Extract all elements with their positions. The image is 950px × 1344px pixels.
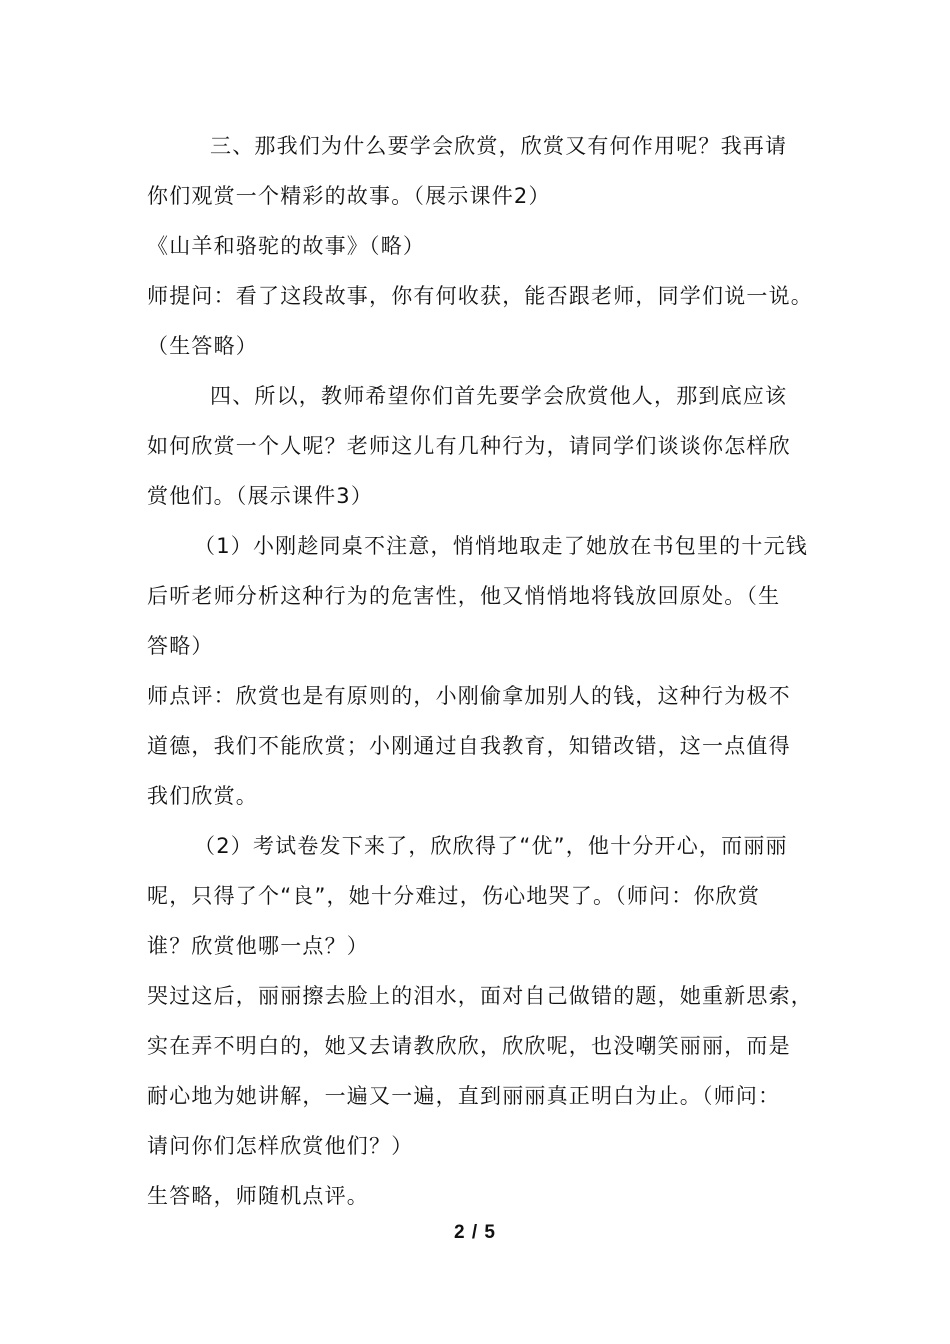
paragraph-line: 师提问：看了这段故事，你有何收获，能否跟老师，同学们说一说。 bbox=[147, 284, 813, 308]
paragraph-line: 耐心地为她讲解，一遍又一遍，直到丽丽真正明白为止。（师问： bbox=[147, 1084, 781, 1108]
paragraph-line: 《山羊和骆驼的故事》（略） bbox=[147, 234, 426, 258]
paragraph-line: （1）小刚趁同桌不注意，悄悄地取走了她放在书包里的十元钱 bbox=[194, 534, 808, 558]
paragraph-line: 请问你们怎样欣赏他们？） bbox=[147, 1134, 414, 1158]
paragraph-line: 生答略，师随机点评。 bbox=[147, 1184, 369, 1208]
paragraph-line: 你们观赏一个精彩的故事。（展示课件2） bbox=[147, 184, 551, 208]
paragraph-line: 答略） bbox=[147, 634, 214, 658]
paragraph-line: 后听老师分析这种行为的危害性，他又悄悄地将钱放回原处。（生 bbox=[147, 584, 781, 608]
paragraph-line: 道德，我们不能欣赏；小刚通过自我教育，知错改错，这一点值得 bbox=[147, 734, 791, 758]
paragraph-line: （生答略） bbox=[147, 334, 258, 358]
paragraph-line: 四、所以，教师希望你们首先要学会欣赏他人，那到底应该 bbox=[210, 384, 788, 408]
paragraph-line: 如何欣赏一个人呢？老师这儿有几种行为，请同学们谈谈你怎样欣 bbox=[147, 434, 791, 458]
page-number: 2 / 5 bbox=[454, 1222, 496, 1243]
paragraph-line: 赏他们。（展示课件3） bbox=[147, 484, 374, 508]
paragraph-line: 呢，只得了个“良”，她十分难过，伤心地哭了。（师问：你欣赏 bbox=[147, 884, 761, 908]
paragraph-line: 三、那我们为什么要学会欣赏，欣赏又有何作用呢？我再请 bbox=[210, 134, 788, 158]
paragraph-line: 实在弄不明白的，她又去请教欣欣，欣欣呢，也没嘲笑丽丽，而是 bbox=[147, 1034, 791, 1058]
paragraph-line: 我们欣赏。 bbox=[147, 784, 258, 808]
paragraph-line: 师点评：欣赏也是有原则的，小刚偷拿加别人的钱，这种行为极不 bbox=[147, 684, 791, 708]
paragraph-line: （2）考试卷发下来了，欣欣得了“优”，他十分开心，而丽丽 bbox=[194, 834, 788, 858]
paragraph-line: 谁？欣赏他哪一点？） bbox=[147, 934, 369, 958]
paragraph-line: 哭过这后，丽丽擦去脸上的泪水，面对自己做错的题，她重新思索， bbox=[147, 984, 813, 1008]
